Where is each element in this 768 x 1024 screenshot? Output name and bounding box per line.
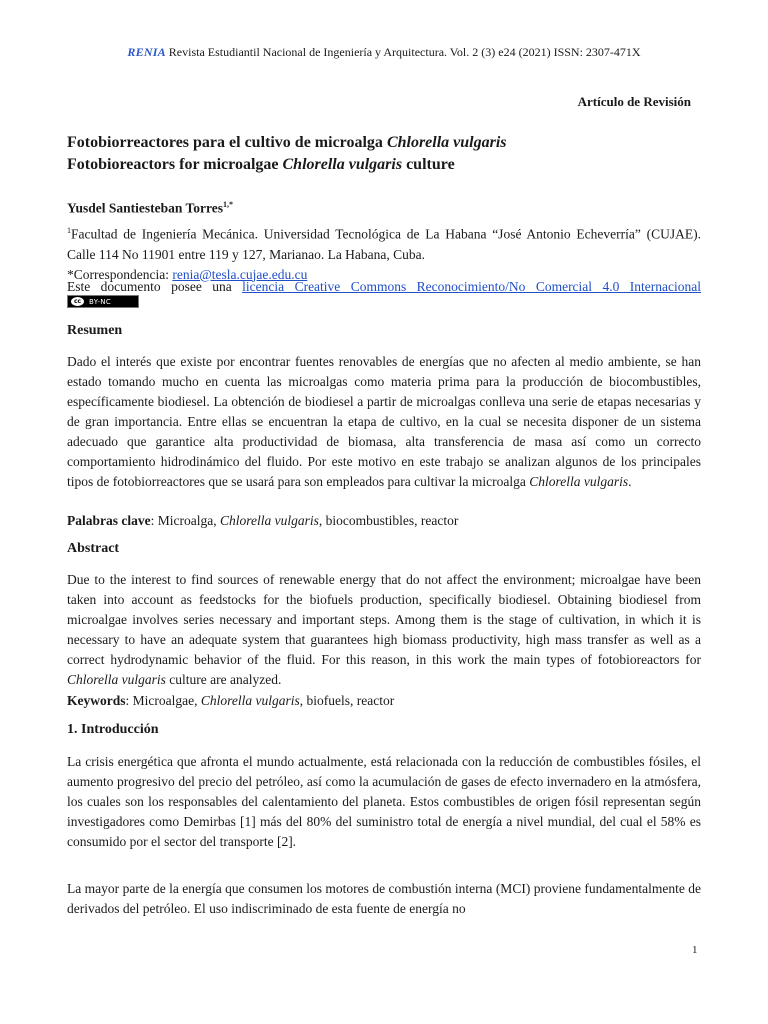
author-affiliation-mark: 1,* [223, 200, 234, 209]
journal-logo: RENIA [127, 45, 166, 59]
affiliation-block [67, 221, 701, 285]
introduccion-paragraph-1: La crisis energética que afronta el mundo actualmente, está relacionada con la reducción de combustibles fósiles, el aumento progresivo del precio del petróleo, así como la acumulación de gases de efecto invernadero en la atmósfera, los cuales son los responsables del calentamiento del planeta. Estos combustibles de origen fósil representan según investigadores como Demirbas [1] más del 80% del suministro total de energía a nivel mundial, del cual el 58% es consumido por el sector del transporte [2]. [67, 754, 701, 849]
creative-commons-icon: cc [71, 297, 84, 306]
title-es-text: Fotobiorreactores para el cultivo de microalga [67, 134, 387, 151]
journal-citation: Revista Estudiantil Nacional de Ingeniería y Arquitectura. Vol. 2 (3) e24 (2021) ISSN: 2307-471X [165, 45, 641, 59]
title-en-suffix: culture [402, 156, 455, 173]
affiliation-mark: 1 [67, 226, 71, 235]
palabras-clave-label: Palabras clave [67, 513, 151, 528]
license-statement [67, 279, 701, 295]
keywords [67, 691, 701, 711]
abstract-species: Chlorella vulgaris [67, 672, 166, 687]
abstract-end: culture are analyzed. [165, 672, 282, 687]
abstract-heading: Abstract [67, 541, 120, 556]
title-english [67, 154, 701, 176]
cc-license-badge[interactable] [67, 295, 139, 308]
keywords-species: Chlorella vulgaris [200, 693, 300, 708]
keywords-pre: : Microalgae, [125, 693, 201, 708]
palabras-clave-species: Chlorella vulgaris [219, 513, 319, 528]
palabras-clave-post: , biocombustibles, reactor [318, 513, 459, 528]
introduccion-paragraph-2: La mayor parte de la energía que consumen los motores de combustión interna (MCI) proviene fundamentalmente de derivados del petróleo. El uso indiscriminado de esta fuente de energía no [67, 881, 701, 916]
title-es-species: Chlorella vulgaris [386, 134, 507, 151]
resumen-heading: Resumen [67, 323, 123, 338]
abstract-text: Due to the interest to find sources of renewable energy that do not affect the environment; microalgae have been taken into account as feedstocks for the biofuels production, specifically biodiesel. Obtaining biodiesel from microalgae involves series necessary and important steps. Among them is the stage of cultivation, in which it is necessary to have an adequate system that guarantees high biomass productivity, high mass transfer as well as a correct hydrodynamic behavior of the fluid. For this reason, in this work the main types of fotobioreactors for [67, 572, 701, 667]
journal-header [0, 45, 768, 60]
title-en-species: Chlorella vulgaris [282, 156, 403, 173]
author-name: Yusdel Santiesteban Torres [67, 200, 224, 216]
abstract-paragraph [67, 570, 701, 690]
title-en-text: Fotobioreactors for microalgae [67, 156, 283, 173]
affiliation [67, 221, 701, 265]
palabras-clave [67, 511, 701, 531]
resumen-species: Chlorella vulgaris [529, 474, 629, 489]
author [67, 200, 701, 217]
resumen-text: Dado el interés que existe por encontrar fuentes renovables de energías que no afecten al medio ambiente, se han estado tomando mucho en cuenta las microalgas como materia prima para la producción de biocombustibles, específicamente biodiesel. La obtención de biodiesel a partir de microalgas conlleva una serie de etapas necesarias y de gran importancia. Entre ellas se encuentran la etapa de cultivo, en la cual se necesita disponer de un sistema adecuado que garantice alta productividad de biomasa, alta transferencia de masa así como un correcto comportamiento hidrodinámico del fluido. Por este motivo en este trabajo se analizan algunos de los principales tipos de fotobiorreactores que se usará para son empleados para cultivar la microalga [67, 354, 701, 489]
correspondence-label: *Correspondencia: [67, 266, 173, 282]
affiliation-text: Facultad de Ingeniería Mecánica. Universidad Tecnológica de La Habana “José Antonio Echeverría” (CUJAE). Calle 114 No 11901 entre 119 y 127, Marianao. La Habana, Cuba. [67, 226, 701, 262]
page-number: 1 [692, 944, 698, 956]
resumen-end: . [628, 474, 632, 489]
license-link[interactable]: licencia Creative Commons Reconocimiento/No Comercial 4.0 Internacional [242, 279, 701, 294]
resumen-paragraph [67, 352, 701, 492]
palabras-clave-pre: : Microalga, [150, 513, 220, 528]
title-spanish [67, 132, 701, 154]
introduccion-heading: 1. Introducción [67, 722, 159, 737]
keywords-post: , biofuels, reactor [299, 693, 395, 708]
keywords-label: Keywords [67, 693, 126, 708]
article-type: Artículo de Revisión [577, 94, 691, 109]
article-title [67, 132, 701, 176]
license-prefix: Este documento posee una [67, 279, 243, 294]
correspondence-email-link[interactable]: renia@tesla.cujae.edu.cu [172, 266, 308, 282]
cc-badge-text: BY-NC [89, 297, 112, 306]
